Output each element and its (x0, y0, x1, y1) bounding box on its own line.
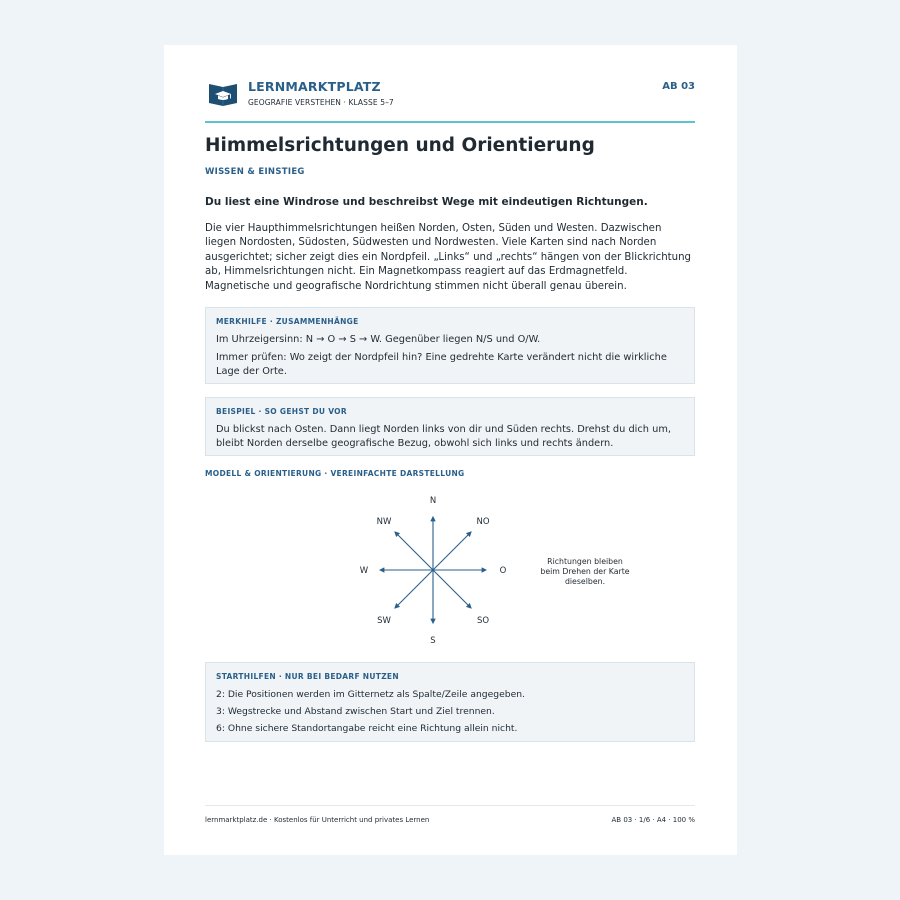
arrow-southwest (395, 570, 433, 608)
brand-subtitle: GEOGRAFIE VERSTEHEN · KLASSE 5–7 (248, 98, 394, 107)
footer-divider (205, 805, 695, 806)
list-item: 6: Ohne sichere Standortangabe reicht eine Richtung allein nicht. (216, 723, 518, 734)
body-paragraph: Die vier Haupthimmelsrichtungen heißen Norden, Osten, Süden und Westen. Dazwischen liegen Nordosten, Südosten, Südwesten und Nordwesten. Viele Karten sind nach Norden ausgerichtet; sicher zeigt dies ein Nordpfeil. „Links“ und „rechts“ hängen von der Blickrichtung ab, Himmelsrichtungen nicht. Ein Magnetkompass reagiert auf das Erdmagnetfeld. Magnetische und geografische Nordrichtung stimmen nicht überall genau überein. (205, 223, 692, 292)
beispiel-text: Du blickst nach Osten. Dann liegt Norden links von dir und Süden rechts. Drehst du dich um, bleibt Norden derselbe geografische Bezug, obwohl sich links und rechts ändern. (216, 424, 671, 449)
compass-rose (335, 487, 555, 657)
starthilfen-box (205, 662, 695, 742)
footer-page-info: AB 03 · 1/6 · A4 · 100 % (611, 816, 695, 824)
label-southwest: SW (377, 616, 391, 626)
lead-sentence: Du liest eine Windrose und beschreibst Wege mit eindeutigen Richtungen. (205, 196, 648, 208)
beispiel-box (205, 397, 695, 456)
label-south: S (430, 636, 436, 646)
arrow-southeast (433, 570, 471, 608)
merkhilfe-box (205, 307, 695, 384)
label-southeast: SO (476, 616, 490, 626)
graduation-book-icon (207, 81, 239, 107)
merkhilfe-label: MERKHILFE · ZUSAMMENHÄNGE (216, 317, 359, 326)
sheet-code: AB 03 (662, 81, 695, 92)
list-item: 2: Die Positionen werden im Gitternetz als Spalte/Zeile angegeben. (216, 689, 525, 700)
header-divider (205, 121, 695, 123)
merkhilfe-line: Im Uhrzeigersinn: N → O → S → W. Gegenüber liegen N/S und O/W. (216, 334, 541, 345)
beispiel-label: BEISPIEL · SO GEHST DU VOR (216, 407, 347, 416)
merkhilfe-line: Immer prüfen: Wo zeigt der Nordpfeil hin? Eine gedrehte Karte verändert nicht die wirkliche Lage der Orte. (216, 352, 667, 377)
arrow-northeast (433, 532, 471, 570)
compass-note: Richtungen bleiben beim Drehen der Karte dieselben. (540, 557, 630, 586)
label-north: N (429, 496, 437, 506)
worksheet-page (164, 45, 737, 855)
label-northwest: NW (376, 517, 392, 527)
page-title: Himmelsrichtungen und Orientierung (205, 135, 595, 156)
model-label: MODELL & ORIENTIERUNG · VEREINFACHTE DARSTELLUNG (205, 469, 465, 478)
brand-name: LERNMARKTPLATZ (248, 79, 381, 94)
arrow-northwest (395, 532, 433, 570)
label-west: W (359, 566, 369, 576)
section-kicker: WISSEN & EINSTIEG (205, 167, 305, 177)
label-east: O (499, 566, 507, 576)
list-item: 3: Wegstrecke und Abstand zwischen Start und Ziel trennen. (216, 706, 495, 717)
starthilfen-label: STARTHILFEN · NUR BEI BEDARF NUTZEN (216, 672, 399, 681)
label-northeast: NO (476, 517, 490, 527)
footer-site: lernmarktplatz.de · Kostenlos für Unterricht und privates Lernen (205, 816, 430, 824)
